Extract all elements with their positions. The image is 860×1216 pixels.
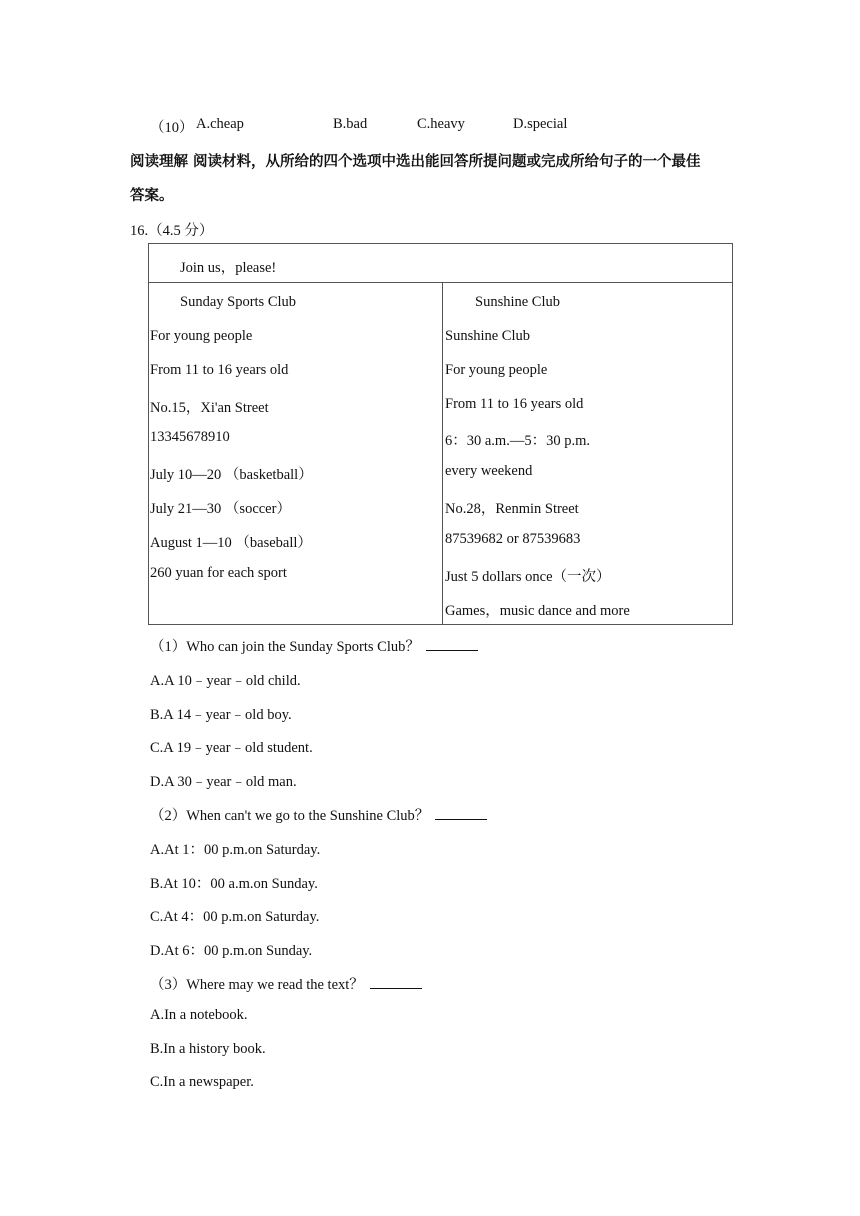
right-club-title: Sunshine Club — [475, 294, 560, 310]
right-cell-line: Just 5 dollars once（一次） — [445, 569, 611, 585]
answer-blank — [370, 976, 422, 989]
table-divider-vertical — [442, 282, 443, 624]
right-cell-line: Games，music dance and more — [445, 603, 630, 619]
section-instruction-line2: 答案。 — [130, 188, 174, 204]
question-stem-text: （2）When can't we go to the Sunshine Club？ — [150, 808, 430, 824]
question-stem-text: （1）Who can join the Sunday Sports Club？ — [150, 639, 420, 655]
section-instruction-line1: 阅读理解 阅读材料，从所给的四个选项中选出能回答所提问题或完成所给句子的一个最佳 — [130, 154, 701, 170]
prev-option-d: D.special — [513, 116, 568, 132]
question-stem-text: （3）Where may we read the text？ — [150, 977, 364, 993]
answer-blank — [435, 807, 487, 820]
table-header: Join us，please! — [180, 260, 277, 276]
answer-blank — [426, 638, 478, 651]
left-cell-line: No.15，Xi'an Street — [150, 400, 269, 416]
question-2-option-d: D.At 6：00 p.m.on Sunday. — [150, 943, 313, 959]
left-cell-line: From 11 to 16 years old — [150, 362, 289, 378]
right-cell-line: For young people — [445, 362, 548, 378]
left-cell-line: 13345678910 — [150, 429, 230, 445]
left-cell-line: July 21—30 （soccer） — [150, 501, 291, 517]
question-3-option-b: B.In a history book. — [150, 1041, 266, 1057]
question-1-option-c: C.A 19﹣year﹣old student. — [150, 740, 313, 756]
left-cell-line: August 1—10 （baseball） — [150, 535, 312, 551]
right-cell-line: No.28，Renmin Street — [445, 501, 579, 517]
question-3-option-a: A.In a notebook. — [150, 1007, 248, 1023]
left-cell-line: 260 yuan for each sport — [150, 565, 287, 581]
question-2-stem — [150, 804, 487, 825]
prev-question-number: （10） — [150, 120, 194, 136]
question-2-option-c: C.At 4：00 p.m.on Saturday. — [150, 909, 320, 925]
prev-option-a: A.cheap — [196, 116, 244, 132]
question-1-option-a: A.A 10﹣year﹣old child. — [150, 673, 301, 689]
right-cell-line: From 11 to 16 years old — [445, 396, 584, 412]
question-1-option-b: B.A 14﹣year﹣old boy. — [150, 707, 292, 723]
left-club-title: Sunday Sports Club — [180, 294, 297, 310]
question-3-stem — [150, 973, 422, 994]
left-cell-line: July 10—20 （basketball） — [150, 467, 313, 483]
question-3-option-c: C.In a newspaper. — [150, 1074, 254, 1090]
left-cell-line: For young people — [150, 328, 253, 344]
prev-option-c: C.heavy — [417, 116, 465, 132]
question-2-option-a: A.At 1：00 p.m.on Saturday. — [150, 842, 321, 858]
prev-option-b: B.bad — [333, 116, 368, 132]
question-1-stem — [150, 635, 478, 656]
right-cell-line: 87539682 or 87539683 — [445, 531, 581, 547]
question-number: 16.（4.5 分） — [130, 223, 214, 239]
question-2-option-b: B.At 10：00 a.m.on Sunday. — [150, 876, 318, 892]
right-cell-line: Sunshine Club — [445, 328, 530, 344]
question-1-option-d: D.A 30﹣year﹣old man. — [150, 774, 297, 790]
club-info-table — [148, 243, 733, 625]
table-divider-horizontal — [149, 282, 732, 283]
right-cell-line: 6：30 a.m.—5：30 p.m. — [445, 433, 590, 449]
right-cell-line: every weekend — [445, 463, 533, 479]
